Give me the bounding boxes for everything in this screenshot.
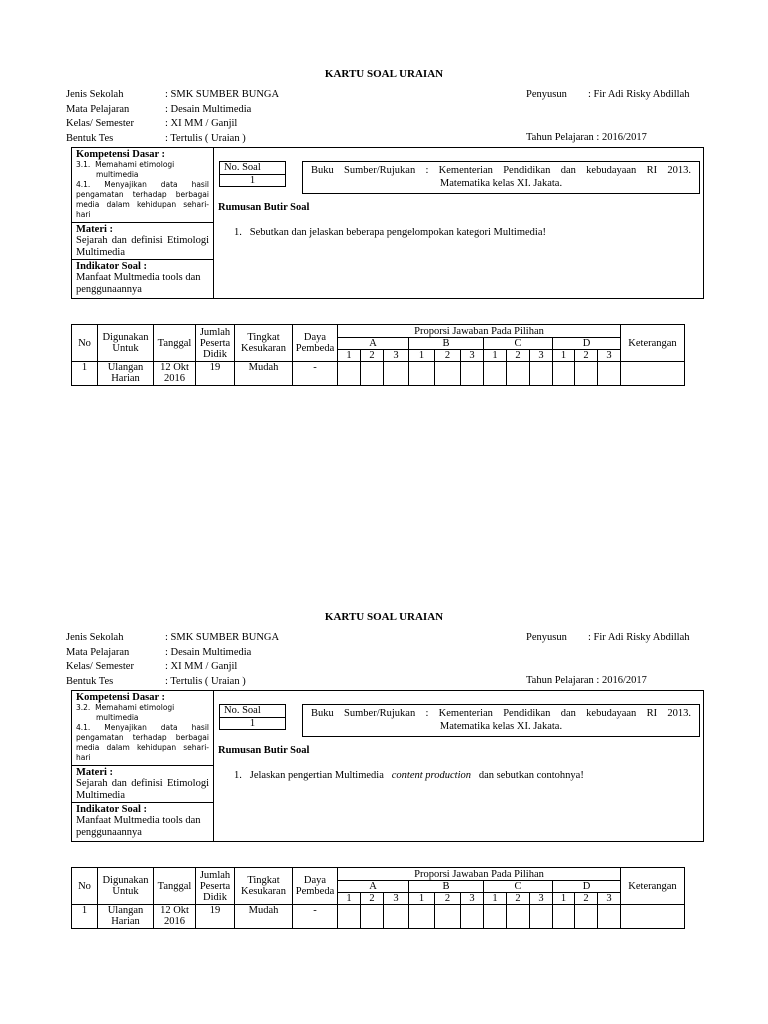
indikator-text: Manfaat Multmedia tools dan penggunaannya [76,815,201,838]
no-soal-value: 1 [249,718,256,729]
cell-proporsi-empty [384,362,409,386]
proporsi-table [71,867,685,929]
cell-proporsi-empty [384,905,409,929]
subcol-a-1: 1 [338,350,361,362]
subcol-c-2: 2 [507,350,530,362]
mata-pelajaran-label: Mata Pelajaran [66,103,130,115]
cell-proporsi-empty [338,905,361,929]
cell-tingkat: Mudah [235,905,293,929]
jenis-sekolah-value: : SMK SUMBER BUNGA [165,89,280,100]
col-header-jumlah: Jumlah Peserta Didik [196,325,235,362]
kompetensi-dasar-title: Kompetensi Dasar : [76,692,166,703]
cell-keterangan-empty [621,362,685,386]
subcol-d-2: 2 [575,350,598,362]
rumusan-butir-soal-title: Rumusan Butir Soal [218,745,310,756]
kelas-semester-value: : XI MM / Ganjil [165,661,238,672]
col-header-keterangan: Keterangan [621,868,685,905]
cell-jumlah: 19 [196,362,235,386]
col-header-no: No [72,325,98,362]
option-header-a: A [338,338,409,350]
mata-pelajaran-value: : Desain Multimedia [165,646,252,658]
cell-tanggal: 12 Okt 2016 [154,362,196,386]
header-left-labels [66,631,134,689]
col-header-proporsi: Proporsi Jawaban Pada Pilihan [338,325,621,338]
buku-sumber-line-1: Buku Sumber/Rujukan : Kementerian Pendidikan dan kebudayaan RI 2013. [311,708,691,719]
subcol-a-1: 1 [338,893,361,905]
subcol-d-1: 1 [553,893,575,905]
cell-proporsi-empty [461,905,484,929]
no-soal-label: No. Soal [220,162,285,175]
subcol-d-3: 3 [598,350,621,362]
subcol-d-2: 2 [575,893,598,905]
card-title: KARTU SOAL URAIAN [324,68,444,80]
subcol-b-2: 2 [435,893,461,905]
materi-title: Materi : [76,767,114,778]
buku-sumber-line-1: Buku Sumber/Rujukan : Kementerian Pendidikan dan kebudayaan RI 2013. [311,165,691,176]
cell-proporsi-empty [507,905,530,929]
materi-text: Sejarah dan definisi Etimologi Multimedia [76,235,209,258]
subcol-c-2: 2 [507,893,530,905]
no-soal-value: 1 [249,175,256,186]
bentuk-tes-value: : Tertulis ( Uraian ) [165,132,246,144]
question-body-pre: Jelaskan pengertian Multimedia [249,770,384,781]
cell-no: 1 [72,362,98,386]
cell-no: 1 [72,905,98,929]
penyusun-label: Penyusun [526,632,567,643]
jenis-sekolah-label: Jenis Sekolah [66,89,124,100]
header-left-values [165,88,279,146]
mata-pelajaran-value: : Desain Multimedia [165,103,252,115]
option-header-d: D [553,338,621,350]
no-soal-box [219,704,286,730]
cell-proporsi-empty [553,905,575,929]
cell-proporsi-empty [484,362,507,386]
col-header-daya: Daya Pembeda [293,868,338,905]
buku-sumber-line-2: Matematika kelas XI. Jakata. [439,721,563,732]
cell-proporsi-empty [553,362,575,386]
subcol-a-3: 3 [384,893,409,905]
cell-proporsi-empty [598,362,621,386]
kompetensi-dasar-title: Kompetensi Dasar : [76,149,166,160]
cell-proporsi-empty [461,362,484,386]
no-soal-box [219,161,286,187]
subcol-a-3: 3 [384,350,409,362]
subcol-d-1: 1 [553,350,575,362]
subcol-c-3: 3 [530,893,553,905]
cell-proporsi-empty [507,362,530,386]
cell-proporsi-empty [598,905,621,929]
jenis-sekolah-label: Jenis Sekolah [66,632,124,643]
cell-proporsi-empty [484,905,507,929]
cell-tanggal: 12 Okt 2016 [154,905,196,929]
cell-tingkat: Mudah [235,362,293,386]
bentuk-tes-value: : Tertulis ( Uraian ) [165,675,246,687]
cell-proporsi-empty [575,905,598,929]
col-header-digunakan: Digunakan Untuk [98,868,154,905]
rumusan-butir-soal-title: Rumusan Butir Soal [218,202,310,213]
indikator-section [72,803,213,841]
soal-box [71,147,704,299]
cell-proporsi-empty [338,362,361,386]
cell-proporsi-empty [361,905,384,929]
cell-proporsi-empty [530,905,553,929]
subcol-d-3: 3 [598,893,621,905]
col-header-tingkat: Tingkat Kesukaran [235,868,293,905]
col-header-no: No [72,868,98,905]
indikator-section [72,260,213,298]
cell-proporsi-empty [435,362,461,386]
col-header-tanggal: Tanggal [154,868,196,905]
kd-1: 3.1. Memahami etimologi multimedia [76,160,175,179]
proporsi-table [71,324,685,386]
subcol-b-1: 1 [409,893,435,905]
kelas-semester-label: Kelas/ Semester [66,118,134,129]
penyusun-value: : Fir Adi Risky Abdillah [588,89,690,100]
no-soal-label: No. Soal [220,705,285,718]
kd-2: 4.1. Menyajikan data hasil pengamatan terhadap berbagai media dalam kehidupan sehari-hari [76,180,209,219]
subcol-b-3: 3 [461,350,484,362]
kelas-semester-value: : XI MM / Ganjil [165,118,238,129]
buku-sumber-box [302,161,700,194]
question-number: 1. [234,227,242,238]
cell-proporsi-empty [361,362,384,386]
option-header-b: B [409,881,484,893]
kelas-semester-label: Kelas/ Semester [66,661,134,672]
penyusun-label: Penyusun [526,89,567,100]
indikator-title: Indikator Soal : [76,804,147,815]
card-title: KARTU SOAL URAIAN [324,611,444,623]
header-left-values [165,631,279,689]
cell-keterangan-empty [621,905,685,929]
question-text [234,770,694,781]
tahun-pelajaran: Tahun Pelajaran : 2016/2017 [526,675,647,686]
left-column [72,148,214,298]
cell-daya: - [293,905,338,929]
cell-jumlah: 19 [196,905,235,929]
subcol-c-1: 1 [484,893,507,905]
option-header-d: D [553,881,621,893]
bentuk-tes-label: Bentuk Tes [66,675,114,687]
bentuk-tes-label: Bentuk Tes [66,132,114,144]
question-body-post: dan sebutkan contohnya! [478,770,584,781]
buku-sumber-line-2: Matematika kelas XI. Jakata. [439,178,563,189]
mata-pelajaran-label: Mata Pelajaran [66,646,130,658]
buku-sumber-box [302,704,700,737]
question-number: 1. [234,770,242,781]
header-left-labels [66,88,134,146]
subcol-b-3: 3 [461,893,484,905]
kd-1: 3.2. Memahami etimologi multimedia [76,703,175,722]
materi-title: Materi : [76,224,114,235]
materi-section [72,766,213,803]
question-body-emphasis: content production [391,770,471,781]
cell-digunakan: Ulangan Harian [98,905,154,929]
subcol-a-2: 2 [361,350,384,362]
soal-box [71,690,704,842]
materi-section [72,223,213,260]
cell-daya: - [293,362,338,386]
subcol-b-1: 1 [409,350,435,362]
cell-proporsi-empty [409,905,435,929]
penyusun-value: : Fir Adi Risky Abdillah [588,632,690,643]
cell-proporsi-empty [575,362,598,386]
indikator-title: Indikator Soal : [76,261,147,272]
option-header-c: C [484,881,553,893]
kompetensi-dasar-section [72,148,213,223]
indikator-text: Manfaat Multmedia tools dan penggunaannya [76,272,201,295]
cell-proporsi-empty [530,362,553,386]
tahun-pelajaran: Tahun Pelajaran : 2016/2017 [526,132,647,143]
kompetensi-dasar-section [72,691,213,766]
col-header-tanggal: Tanggal [154,325,196,362]
jenis-sekolah-value: : SMK SUMBER BUNGA [165,632,280,643]
cell-proporsi-empty [409,362,435,386]
subcol-c-3: 3 [530,350,553,362]
question-body: Sebutkan dan jelaskan beberapa pengelompokan kategori Multimedia! [249,227,546,238]
col-header-keterangan: Keterangan [621,325,685,362]
col-header-proporsi: Proporsi Jawaban Pada Pilihan [338,868,621,881]
option-header-c: C [484,338,553,350]
subcol-c-1: 1 [484,350,507,362]
subcol-b-2: 2 [435,350,461,362]
col-header-tingkat: Tingkat Kesukaran [235,325,293,362]
kd-2: 4.1. Menyajikan data hasil pengamatan terhadap berbagai media dalam kehidupan sehari-hari [76,723,209,762]
col-header-daya: Daya Pembeda [293,325,338,362]
left-column [72,691,214,841]
col-header-jumlah: Jumlah Peserta Didik [196,868,235,905]
option-header-b: B [409,338,484,350]
subcol-a-2: 2 [361,893,384,905]
materi-text: Sejarah dan definisi Etimologi Multimedia [76,778,209,801]
col-header-digunakan: Digunakan Untuk [98,325,154,362]
cell-digunakan: Ulangan Harian [98,362,154,386]
cell-proporsi-empty [435,905,461,929]
question-text [234,227,694,238]
option-header-a: A [338,881,409,893]
